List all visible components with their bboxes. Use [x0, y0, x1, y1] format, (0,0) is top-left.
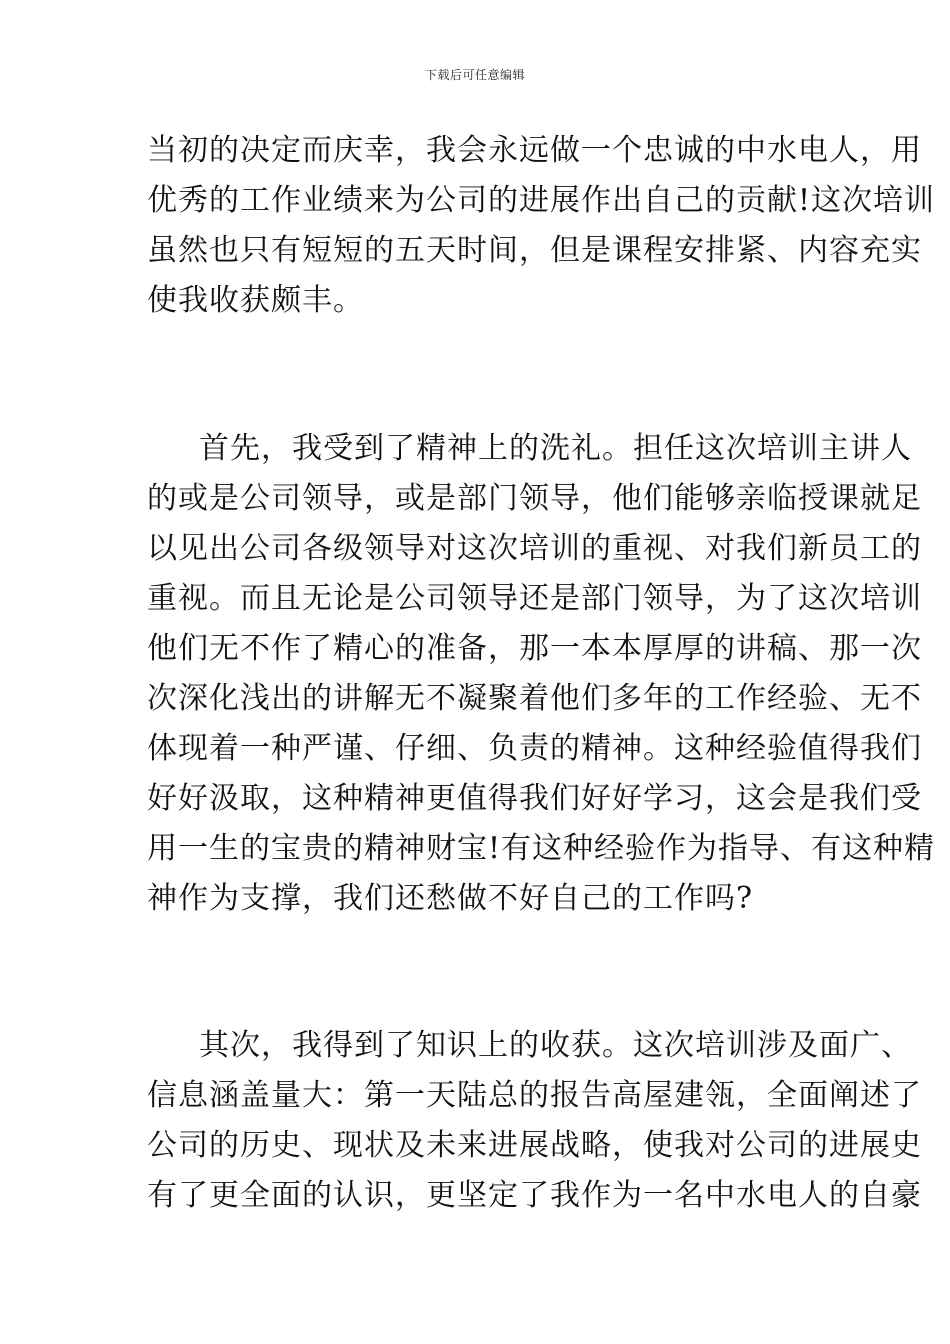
paragraph-3-line: 有了更全面的认识，更坚定了我作为一名中水电人的自豪 [147, 1178, 922, 1213]
header-note: 下载后可任意编辑 [424, 68, 525, 82]
paragraph-2-line: 的或是公司领导，或是部门领导，他们能够亲临授课就足 [147, 481, 922, 516]
paragraph-2-line: 用一生的宝贵的精神财宝!有这种经验作为指导、有这种精 [147, 831, 936, 866]
paragraph-2-first-line: 首先，我受到了精神上的洗礼。担任这次培训主讲人 [199, 431, 912, 466]
paragraph-2-line: 体现着一种严谨、仔细、负责的精神。这种经验值得我们 [147, 731, 922, 766]
paragraph-1-line: 当初的决定而庆幸，我会永远做一个忠诚的中水电人，用 [147, 133, 922, 168]
paragraph-2-line: 好好汲取，这种精神更值得我们好好学习，这会是我们受 [147, 781, 922, 816]
paragraph-1-line: 优秀的工作业绩来为公司的进展作出自己的贡献!这次培训 [147, 183, 936, 218]
paragraph-3-line: 信息涵盖量大：第一天陆总的报告高屋建瓴，全面阐述了 [147, 1078, 922, 1113]
paragraph-3-line: 公司的历史、现状及未来进展战略，使我对公司的进展史 [147, 1128, 922, 1163]
paragraph-2-line: 他们无不作了精心的准备，那一本本厚厚的讲稿、那一次 [147, 631, 922, 666]
paragraph-1-line: 虽然也只有短短的五天时间，但是课程安排紧、内容充实 [147, 233, 922, 268]
paragraph-2-line: 以见出公司各级领导对这次培训的重视、对我们新员工的 [147, 531, 922, 566]
paragraph-2-line: 次深化浅出的讲解无不凝聚着他们多年的工作经验、无不 [147, 681, 922, 716]
paragraph-1-line: 使我收获颇丰。 [147, 283, 364, 318]
paragraph-2-line: 重视。而且无论是公司领导还是部门领导，为了这次培训 [147, 581, 922, 616]
paragraph-2-line: 神作为支撑，我们还愁做不好自己的工作吗? [147, 881, 754, 916]
paragraph-3-first-line: 其次，我得到了知识上的收获。这次培训涉及面广、 [199, 1028, 912, 1063]
